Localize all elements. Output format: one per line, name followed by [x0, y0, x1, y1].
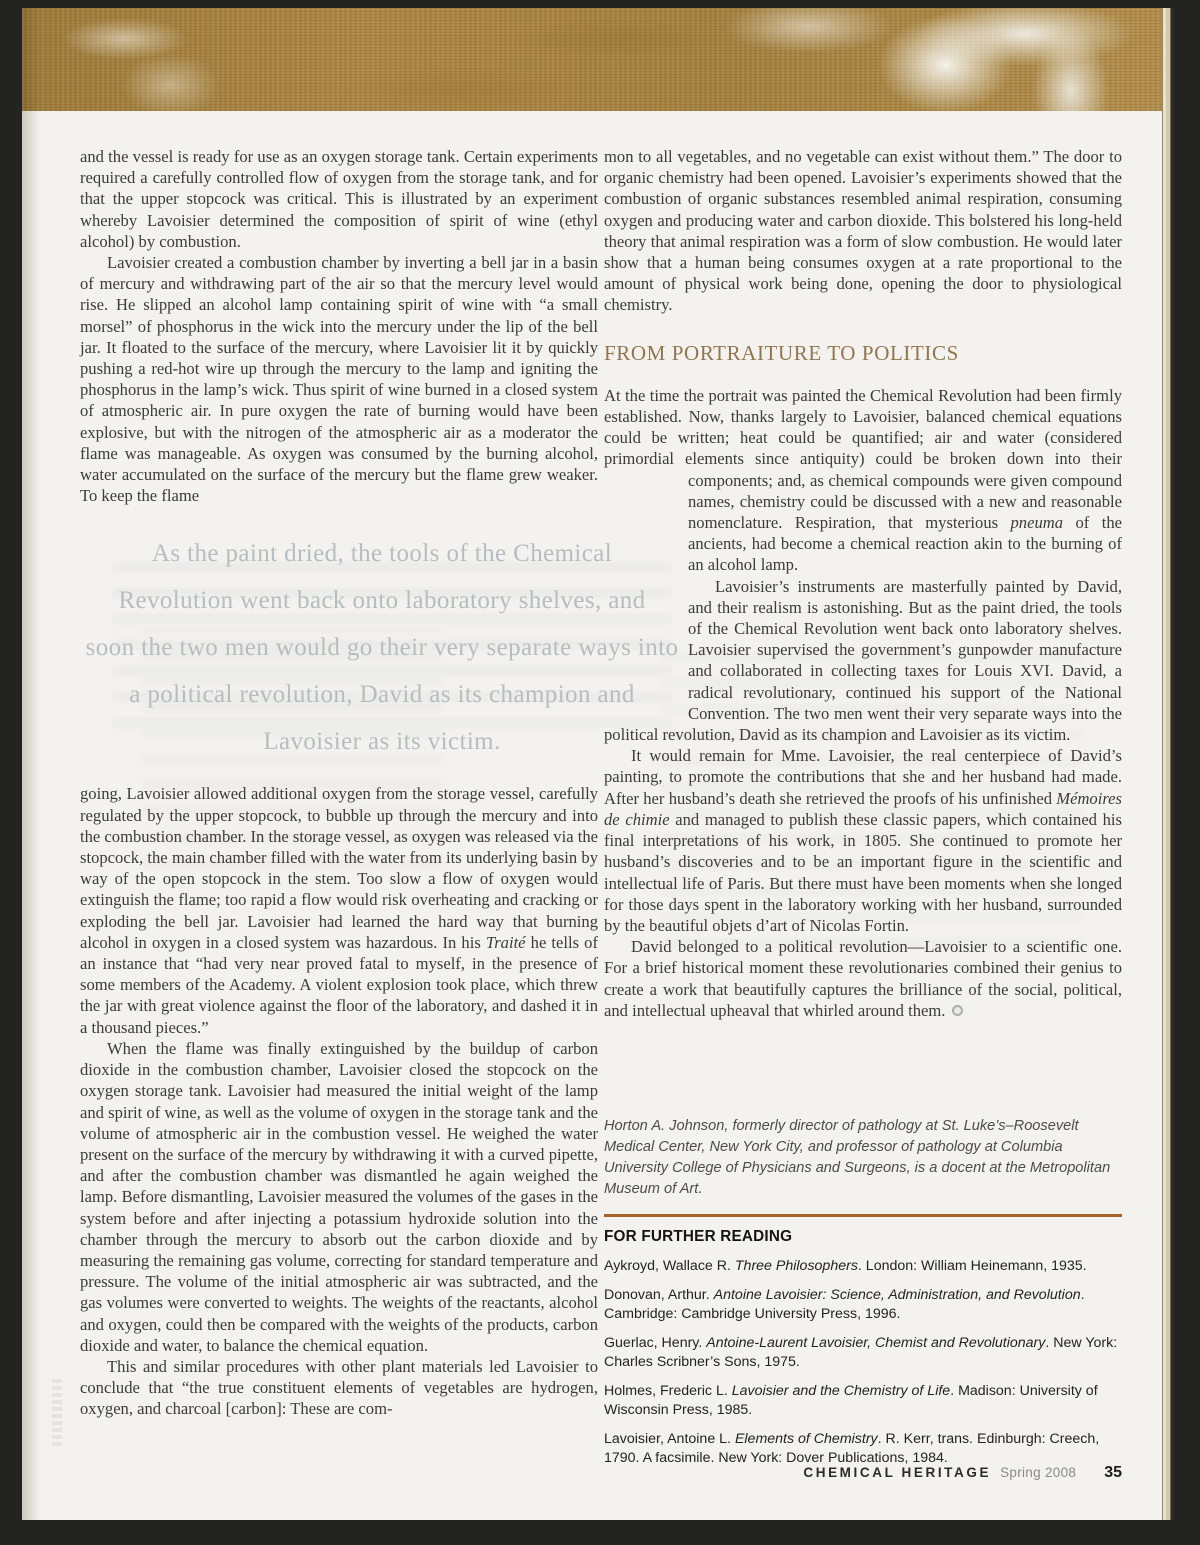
book-title-italic: Mémoires de chimie [604, 788, 1122, 829]
body-text-run: It would remain for Mme. Lavoisier, the real centerpiece of David’s painting, to promote the contributions that she and her husband had made. After her husband’s death she retrieved the proofs of his unfinished [604, 746, 1122, 808]
pull-quote-line: Revolution went back onto laboratory shelves, and [118, 587, 646, 615]
body-paragraph: mon to all vegetables, and no vegetable can exist without them.” The door to organic chemistry had been opened. Lavoisier’s experiments showed that the combustion of organic substances resembled animal respiration, consuming oxygen and producing water and carbon dioxide. This bolstered his long-held theory that animal respiration was a form of slow combustion. He would later show that a human being consumes oxygen at a rate proportional to the amount of physical work being done, opening the door to physiological chemistry. [604, 147, 1122, 315]
body-paragraph: Lavoisier’s instruments are masterfully painted by David, and their realism is astonishing. But as the paint dried, the tools of the Chemical Revolution went back onto laboratory shelves. Lavoisier supervised the government’s gunpowder manufacture and collaborated in collecting taxes for Louis XVI. David, a radical revolutionary, continued his support of the National Convention. The two men went their very separate ways into the political revolution, David as its champion and Lavoisier as its victim. [604, 576, 1122, 745]
citation-title-italic: Elements of Chemistry [734, 1430, 878, 1447]
decorative-paint-band [22, 8, 1162, 111]
reading-list-item [604, 1334, 1122, 1373]
citation-title-italic: Antoine-Laurent Lavoisier, Chemist and Revolutionary [706, 1334, 1046, 1351]
body-text-run: of the ancients, had become a chemical reaction akin to the burning of an alcohol lamp. [688, 513, 1122, 575]
spine-shadow [22, 8, 40, 1520]
article-end-mark-icon [952, 1005, 963, 1016]
article-footer-section [604, 1116, 1122, 1478]
pull-quote-line: As the paint dried, the tools of the Chemical [151, 540, 613, 568]
book-title-italic: Traité [485, 932, 526, 952]
body-paragraph: This and similar procedures with other plant materials led Lavoisier to conclude that “the true constituent elements of vegetables are hydrogen, oxygen, and charcoal [carbon]: These are com- [80, 1356, 598, 1419]
body-paragraph [604, 745, 1122, 936]
body-paragraph [604, 385, 1122, 576]
citation-text: Donovan, Arthur. [604, 1286, 714, 1303]
body-paragraph: When the flame was finally extinguished by the buildup of carbon dioxide in the combustion chamber, Lavoisier closed the stopcock on the oxygen storage tank. Lavoisier had measured the initial weight of the lamp and spirit of wine, as well as the volume of oxygen in the storage tank and the volume of atmospheric air in the combustion vessel. He weighed the water present on the surface of the mercury by withdrawing it with a curved pipette, and after the combustion chamber was dismantled he again weighed the lamp. Before dismantling, Lavoisier measured the volumes of the gases in the system before and after injecting a potassium hydroxide solution into the chamber through the mercury to absorb out the carbon dioxide and by measuring the remaining gas volume, correcting for standard temperature and pressure. The volume of the initial atmospheric air was subtracted, and the gas volumes were converted to weights. The weights of the reactants, alcohol and oxygen, could then be compared with the weights of the products, carbon dioxide and water, to balance the chemical equation. [80, 1038, 598, 1355]
citation-text: Aykroyd, Wallace R. [604, 1258, 735, 1274]
page-number: 35 [1104, 1464, 1122, 1481]
issue-date: Spring 2008 [1000, 1465, 1077, 1480]
faint-side-credit-mark [52, 1376, 62, 1446]
citation-text: . R. Kerr, trans. Edinburgh: Creech, 1790. A facsimile. New York: Dover Publications, 1984. [604, 1430, 1100, 1466]
author-bio: Horton A. Johnson, formerly director of pathology at St. Luke’s–Roosevelt Medical Center, New York City, and professor of pathology at Columbia University College of Physicians and Surgeons, is a docent at the Metropolitan Museum of Art. [604, 1118, 1111, 1197]
citation-text: Holmes, Frederic L. [604, 1382, 732, 1399]
reading-list-item [604, 1430, 1122, 1469]
body-paragraph: Lavoisier created a combustion chamber by inverting a bell jar in a basin of mercury and withdrawing part of the air so that the mercury level would rise. He slipped an alcohol lamp containing spirit of wine with “a small morsel” of phosphorus in the wick into the mercury under the lip of the bell jar. It floated to the surface of the mercury, where Lavoisier lit it by quickly pushing a red-hot wire up through the mercury to the lamp and igniting the phosphorus in the lamp’s wick. Thus spirit of wine burned in a closed system of atmospheric air. In pure oxygen the rate of burning would have been explosive, but with the nitrogen of the atmospheric air as a moderator the flame was manageable. As oxygen was consumed by the burning alcohol, water accumulated on the surface of the mercury but the flame grew weaker. To keep the flame [80, 253, 598, 506]
reading-list-item [604, 1286, 1122, 1325]
magazine-title: CHEMICAL HERITAGE [803, 1465, 992, 1480]
body-paragraph: and the vessel is ready for use as an oxygen storage tank. Certain experiments required a carefully controlled flow of oxygen from the storage tank, and for that the upper stopcock was critical. This is illustrated by an experiment whereby Lavoisier determined the composition of spirit of wine (ethyl alcohol) by combustion. [80, 147, 598, 251]
further-reading-heading: FOR FURTHER READING [604, 1228, 793, 1245]
pull-quote-wrap-spacer [604, 470, 688, 708]
citation-text: Lavoisier, Antoine L. [604, 1430, 735, 1447]
section-heading: FROM PORTRAITURE TO POLITICS [604, 340, 959, 365]
citation-title-italic: Lavoisier and the Chemistry of Life [731, 1382, 951, 1399]
body-paragraph [80, 783, 598, 1037]
body-text-run: and managed to publish these classic papers, which contained his final interpretations of his work, in 1805. She continued to promote her husband’s discoveries and to be an important figure in the scientific and intellectual life of Paris. But there must have been moments when she longed for those days spent in the laboratory working with her husband, surrounded by the beautiful objets d’art of Nicolas Fortin. [604, 809, 1123, 935]
citation-text: . Cambridge: Cambridge University Press, 1996. [604, 1286, 1085, 1322]
citation-text: . Madison: University of Wisconsin Press, 1985. [604, 1382, 1098, 1418]
body-text-run: going, Lavoisier allowed additional oxygen from the storage vessel, carefully regulated by the upper stopcock, to bubble up through the mercury and into the combustion chamber. In the storage vessel, as oxygen was released via the stopcock, the main chamber filled with the water from its underlying basin by way of the open stopcock in the stem. Too slow a flow of oxygen would extinguish the flame; too rapid a flow would risk overheating and cracking or exploding the bell jar. Lavoisier had learned the hard way that burning alcohol in oxygen in a closed system was hazardous. In his [80, 784, 598, 952]
citation-title-italic: Antoine Lavoisier: Science, Administration, and Revolution [713, 1286, 1081, 1303]
citation-text: . New York: Charles Scribner’s Sons, 1975. [604, 1334, 1118, 1370]
pull-quote-line: soon the two men would go their very separate ways into [85, 634, 679, 662]
page-footer [604, 1464, 1122, 1482]
citation-text: Guerlac, Henry. [604, 1334, 707, 1351]
section-divider [604, 1214, 1122, 1217]
right-text-column [604, 146, 1122, 1021]
pull-quote-line: a political revolution, David as its champion and [129, 681, 635, 709]
body-text-run: he tells of an instance that “had very near proved fatal to myself, in the presence of some members of the Academy. A violent explosion took place, which threw the jar with great violence against the floor of the laboratory, and dashed it in a thousand pieces.” [80, 932, 598, 1037]
pull-quote-line: Lavoisier as its victim. [263, 728, 501, 756]
body-paragraph [604, 936, 1122, 1021]
body-text-run: compounds were given compound names, chemistry could be discussed with a new and reasonable nomenclature. Respiration, that mysterious [688, 470, 1122, 533]
reading-list-item [604, 1382, 1122, 1421]
term-italic: pneuma [1010, 513, 1064, 533]
citation-title-italic: Three Philosophers [734, 1258, 858, 1274]
reading-list-item [604, 1257, 1122, 1277]
page-stack-edge [1162, 8, 1174, 1520]
body-text-run: At the time the portrait was painted the Chemical Revolution had been firmly established. Now, thanks largely to Lavoisier, balanced chemical equations could be written; heat could be quantified; air and water (considered primordial elements since antiquity) could be broken down into their components; and, as chemical [604, 385, 1122, 490]
body-text-run: David belonged to a political revolution—Lavoisier to a scientific one. For a brief historical moment these revolutionaries combined their genius to create a work that beautifully captures the brilliance of the social, political, and intellectual upheaval that whirled around them. [604, 937, 1122, 1020]
magazine-page [22, 8, 1162, 1520]
citation-text: . London: William Heinemann, 1935. [857, 1258, 1087, 1274]
pull-quote [74, 530, 690, 765]
